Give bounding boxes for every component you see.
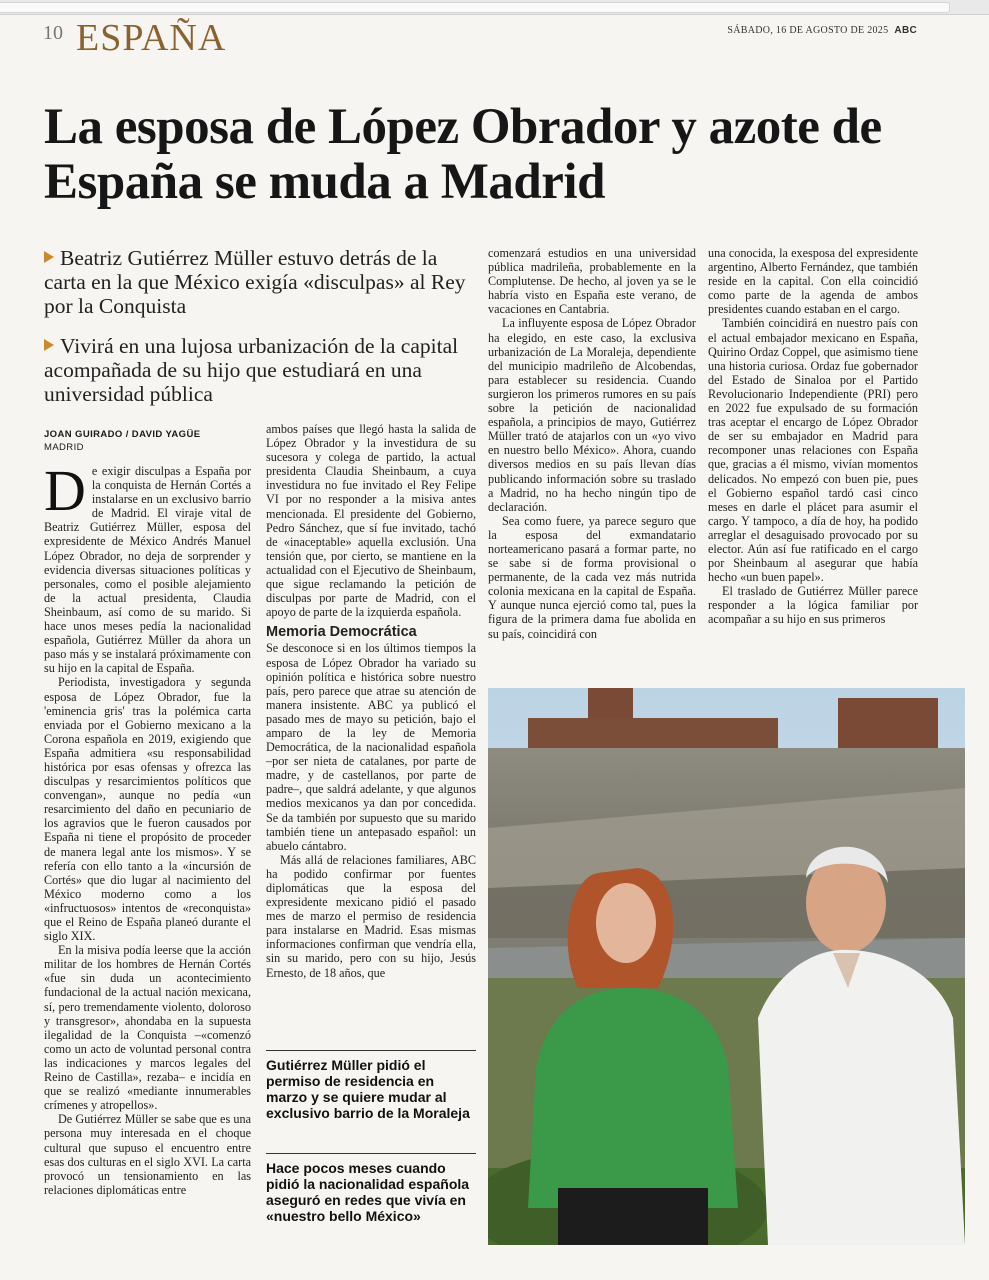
- pull-quote-2: [266, 1153, 476, 1224]
- headline: La esposa de López Obrador y azote de España se muda a Madrid: [44, 99, 882, 210]
- paragraph: En la misiva podía leerse que la acción militar de los hombres de Hernán Cortés «fue sin duda un acontecimiento fundacional de la actual nación mexicana, sí, pero tremendamente violento, doloroso y transgresor», ahondaba en la supuesta ilegalidad de la Conquista –«comenzó como un acto de voluntad personal contra las indicaciones y marcos legales del Reino de Castilla», rezaba– e incidía en que se realizó «mediante innumerables crímenes y atropellos».: [44, 943, 251, 1113]
- newspaper-name: ABC: [894, 25, 917, 36]
- paragraph: [44, 458, 251, 676]
- drop-cap: D: [44, 458, 86, 523]
- deck-text: Vivirá en una lujosa urbanización de la capital acompañada de su hijo que estudiará en una universidad pública: [44, 334, 459, 406]
- paragraph: una conocida, la exesposa del expresidente argentino, Alberto Fernández, que también reside en la capital. Con ella coincidió como parte de la agenda de ambos presidentes cuando estaban en el cargo.: [708, 246, 918, 317]
- browser-top-bar: [0, 0, 989, 15]
- paragraph-text: e exigir disculpas a España por la conquista de Hernán Cortés a instalarse en un exclusivo barrio de Madrid. El viraje vital de Beatriz Gutiérrez Müller, esposa del expresidente de México Andrés Manuel López Obrador, no deja de sorprender y evidencia diversas situaciones políticas y personales, como el posible alejamiento de la actual presidenta, Claudia Sheinbaum, así como de su marido. Si hace unos meses pedía la nacionalidad española, Gutiérrez Müller da ahora un paso más y se instalará próximamente con su hijo en la capital de España.: [44, 464, 251, 676]
- paragraph: El traslado de Gutiérrez Müller parece responder a la lógica familiar por acompañar a su hijo en sus primeros: [708, 584, 918, 627]
- page-number: 10: [43, 22, 63, 44]
- column-1: [44, 458, 251, 1197]
- photo-illustration: [488, 688, 965, 1245]
- byline: [44, 428, 200, 454]
- section-title: ESPAÑA: [76, 17, 227, 59]
- paragraph: Más allá de relaciones familiares, ABC ha podido confirmar por fuentes diplomáticas que la esposa del expresidente mexicano pidió el pasado mes de marzo el permiso de residencia para instalarse en Madrid. Esas mismas informaciones confirman que vendría ella, sin su marido, pero con su hijo, Jesús Ernesto, de 18 años, que: [266, 852, 476, 980]
- browser-tab-strip: [0, 2, 950, 13]
- pull-quote-1: [266, 1050, 476, 1121]
- paragraph: También coincidirá en nuestro país con el actual embajador mexicano en España, Quirino Ordaz Coppel, que asimismo tiene una historia curiosa. Ordaz fue gobernador del Estado de Sinaloa por el Partido Revolucionario Independiente (PRI) pero en 2022 fue expulsado de su formación tras aceptar el encargo de López Obrador de ser su embajador en Madrid para recomponer unas relaciones con España que, gracias a él mismo, vivían momentos delicados. No empezó con buen pie, pues el Gobierno español tardó casi cinco meses en darle el plácet para asumir el cargo. Y tampoco, a día de hoy, ha podido arreglar el desaguisado provocado por su elector. Aún así fue ratificado en el cargo por Sheinbaum al asegurar que había hecho «un buen papel».: [708, 316, 918, 585]
- paragraph: comenzará estudios en una universidad pública madrileña, probablemente en la Complutense. De hecho, al joven ya se le habría visto en España este verano, de vacaciones en Cantabria.: [488, 246, 696, 317]
- dateline-place: MADRID: [44, 442, 84, 453]
- column-4: [708, 246, 918, 627]
- pull-quote-rule: [266, 1050, 476, 1051]
- deck-text: Beatriz Gutiérrez Müller estuvo detrás de la carta en la que México exigía «disculpas» al Rey por la Conquista: [44, 246, 466, 318]
- paragraph: Periodista, investigadora y segunda esposa de López Obrador, fue la 'eminencia gris' tras la polémica carta enviada por el Gobierno mexicano a la Corona española en 2019, exigiendo que España admitiera «su responsabilidad histórica por esas ofensas y ofrezca las disculpas y resarcimientos políticos que convengan», aunque no pedía «un resarcimiento del daño en pecuniario de los agravios que le fueron causados por España ni tiene el propósito de proceder de manera legal ante los mismos». Y se refería con ello tanto a la «incursión de Cortés» que dio lugar al nacimiento del México moderno como a los «infructuosos» intentos de «reconquista» que el Reino de España planeó durante el siglo XIX.: [44, 675, 251, 944]
- pull-quote-text: Gutiérrez Müller pidió el permiso de residencia en marzo y se quiere mudar al exclusivo barrio de la Moraleja: [266, 1057, 470, 1121]
- deck-arrow-icon: [44, 251, 54, 263]
- paragraph: De Gutiérrez Müller se sabe que es una persona muy interesada en el choque cultural que supuso el encuentro entre esas dos culturas en el siglo XVI. La carta provocó un tensionamiento en las relaciones diplomáticas entre: [44, 1112, 251, 1197]
- pull-quote-text: Hace pocos meses cuando pidió la nacionalidad española aseguró en redes que vivía en «nuestro bello México»: [266, 1160, 470, 1224]
- paragraph: ambos países que llegó hasta la salida de López Obrador y la investidura de su sucesora y colega de partido, la actual presidenta Claudia Sheinbaum, a cuya investidura no fue invitado el Rey Felipe VI por no responder a la misiva antes mencionada. El presidente del Gobierno, Pedro Sánchez, que sí fue invitado, tachó de «inaceptable» aquella exclusión. Una tensión que, por cierto, se mantiene en la actualidad con el Ejecutivo de Sheinbaum, que sigue reclamando la petición de disculpas por parte de Madrid, con el apoyo de parte de la izquierda española.: [266, 422, 476, 620]
- paragraph: Se desconoce si en los últimos tiempos la esposa de López Obrador ha variado su opinión política e histórica sobre nuestro país, pero parece que atrae su atención de manera insistente. ABC ya publicó el pasado mes de mayo su petición, bajo el amparo de la ley de Memoria Democrática, de la nacionalidad española –por ser nieta de catalanes, por parte de madre, y de castellanos, por parte de padre–, que saldrá adelante, y que algunos medios mexicanos ya dan por concedida. Se da también por supuesto que su marido también tiene un antepasado español: un abuelo cántabro.: [266, 641, 476, 853]
- subhead: Memoria Democrática: [266, 624, 417, 641]
- paragraph: Sea como fuere, ya parece seguro que la esposa del exmandatario norteamericano pasará a formar parte, no se sabe si de forma provisional o permanente, de la cada vez más nutrida colonia mexicana en la capital de España. Y aunque nunca ejerció como tal, pues la figura de la primera dama fue abolida en su país, coincidirá con: [488, 513, 696, 641]
- deck-arrow-icon: [44, 339, 54, 351]
- pull-quote-rule: [266, 1153, 476, 1154]
- column-3: [488, 246, 696, 641]
- deck-1: [44, 246, 474, 318]
- column-2: [266, 422, 476, 980]
- news-photo: [488, 688, 965, 1245]
- issue-date: SÁBADO, 16 DE AGOSTO DE 2025: [727, 25, 889, 36]
- paragraph: La influyente esposa de López Obrador ha elegido, en este caso, la exclusiva urbanización de La Moraleja, dependiente del municipio madrileño de Alcobendas, para establecer su residencia. Cuando surgieron los primeros rumores en su país sobre la petición de nacionalidad española, a principios de mayo, Gutiérrez Müller trató de atajarlos con un «yo vivo en nuestro bello México». Ahora, cuando diversos medios en su país llevan días publicando información sobre su traslado a Madrid, no ha hecho ningún tipo de declaración.: [488, 316, 696, 514]
- authors: JOAN GUIRADO / DAVID YAGÜE: [44, 429, 201, 440]
- dateline: [727, 25, 917, 36]
- deck-2: [44, 334, 474, 406]
